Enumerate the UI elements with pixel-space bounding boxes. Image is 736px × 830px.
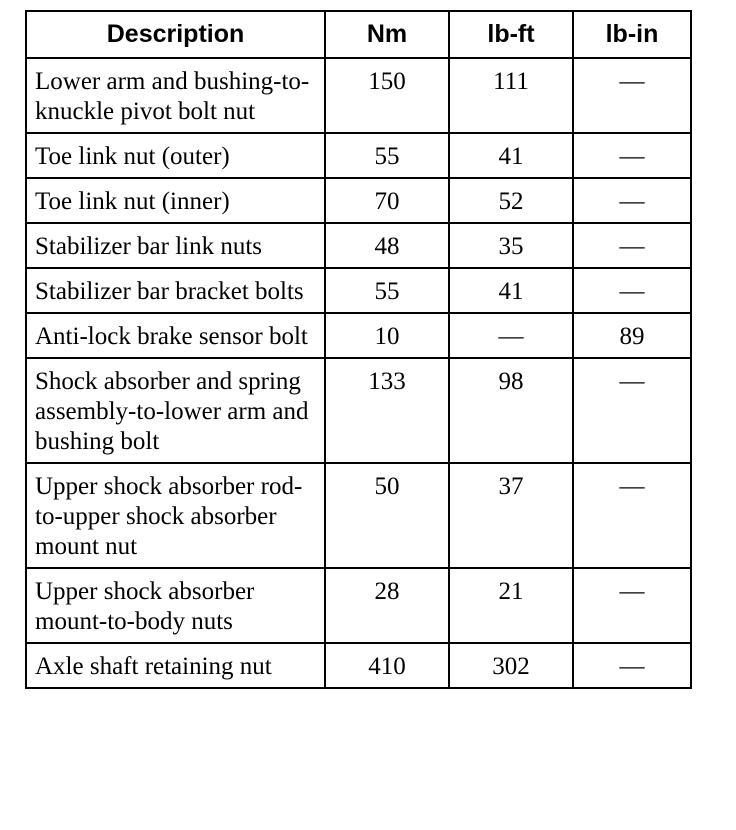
cell-lb-in: — bbox=[573, 223, 691, 268]
table-row bbox=[26, 643, 691, 688]
cell-description: Upper shock absorber rod-to-upper shock absorber mount nut bbox=[26, 463, 325, 568]
cell-description: Axle shaft retaining nut bbox=[26, 643, 325, 688]
cell-lb-ft: 21 bbox=[449, 568, 573, 643]
cell-description: Stabilizer bar bracket bolts bbox=[26, 268, 325, 313]
cell-description: Toe link nut (outer) bbox=[26, 133, 325, 178]
cell-lb-ft: 37 bbox=[449, 463, 573, 568]
torque-spec-table bbox=[25, 10, 692, 689]
cell-description: Lower arm and bushing-to-knuckle pivot bolt nut bbox=[26, 58, 325, 133]
header-nm: Nm bbox=[325, 11, 449, 58]
cell-lb-ft: 302 bbox=[449, 643, 573, 688]
cell-description: Upper shock absorber mount-to-body nuts bbox=[26, 568, 325, 643]
table-row bbox=[26, 178, 691, 223]
cell-lb-ft: — bbox=[449, 313, 573, 358]
cell-lb-in: — bbox=[573, 268, 691, 313]
cell-nm: 70 bbox=[325, 178, 449, 223]
cell-nm: 55 bbox=[325, 133, 449, 178]
table-row bbox=[26, 358, 691, 463]
table-row bbox=[26, 58, 691, 133]
cell-nm: 10 bbox=[325, 313, 449, 358]
cell-lb-in: — bbox=[573, 133, 691, 178]
table-row bbox=[26, 223, 691, 268]
cell-lb-ft: 52 bbox=[449, 178, 573, 223]
cell-description: Anti-lock brake sensor bolt bbox=[26, 313, 325, 358]
cell-nm: 410 bbox=[325, 643, 449, 688]
cell-lb-in: — bbox=[573, 58, 691, 133]
cell-lb-ft: 35 bbox=[449, 223, 573, 268]
cell-nm: 28 bbox=[325, 568, 449, 643]
header-lb-in: lb-in bbox=[573, 11, 691, 58]
table-row bbox=[26, 268, 691, 313]
cell-lb-in: 89 bbox=[573, 313, 691, 358]
cell-description: Stabilizer bar link nuts bbox=[26, 223, 325, 268]
cell-lb-ft: 98 bbox=[449, 358, 573, 463]
cell-nm: 48 bbox=[325, 223, 449, 268]
cell-description: Toe link nut (inner) bbox=[26, 178, 325, 223]
cell-lb-ft: 111 bbox=[449, 58, 573, 133]
cell-nm: 133 bbox=[325, 358, 449, 463]
cell-lb-in: — bbox=[573, 358, 691, 463]
table-row bbox=[26, 568, 691, 643]
cell-lb-in: — bbox=[573, 643, 691, 688]
header-description: Description bbox=[26, 11, 325, 58]
table-row bbox=[26, 463, 691, 568]
cell-lb-ft: 41 bbox=[449, 268, 573, 313]
cell-nm: 55 bbox=[325, 268, 449, 313]
table-header-row bbox=[26, 11, 691, 58]
cell-lb-in: — bbox=[573, 568, 691, 643]
cell-lb-in: — bbox=[573, 178, 691, 223]
cell-description: Shock absorber and spring assembly-to-lower arm and bushing bolt bbox=[26, 358, 325, 463]
header-lb-ft: lb-ft bbox=[449, 11, 573, 58]
cell-lb-in: — bbox=[573, 463, 691, 568]
cell-lb-ft: 41 bbox=[449, 133, 573, 178]
cell-nm: 150 bbox=[325, 58, 449, 133]
cell-nm: 50 bbox=[325, 463, 449, 568]
table-row bbox=[26, 313, 691, 358]
table-row bbox=[26, 133, 691, 178]
